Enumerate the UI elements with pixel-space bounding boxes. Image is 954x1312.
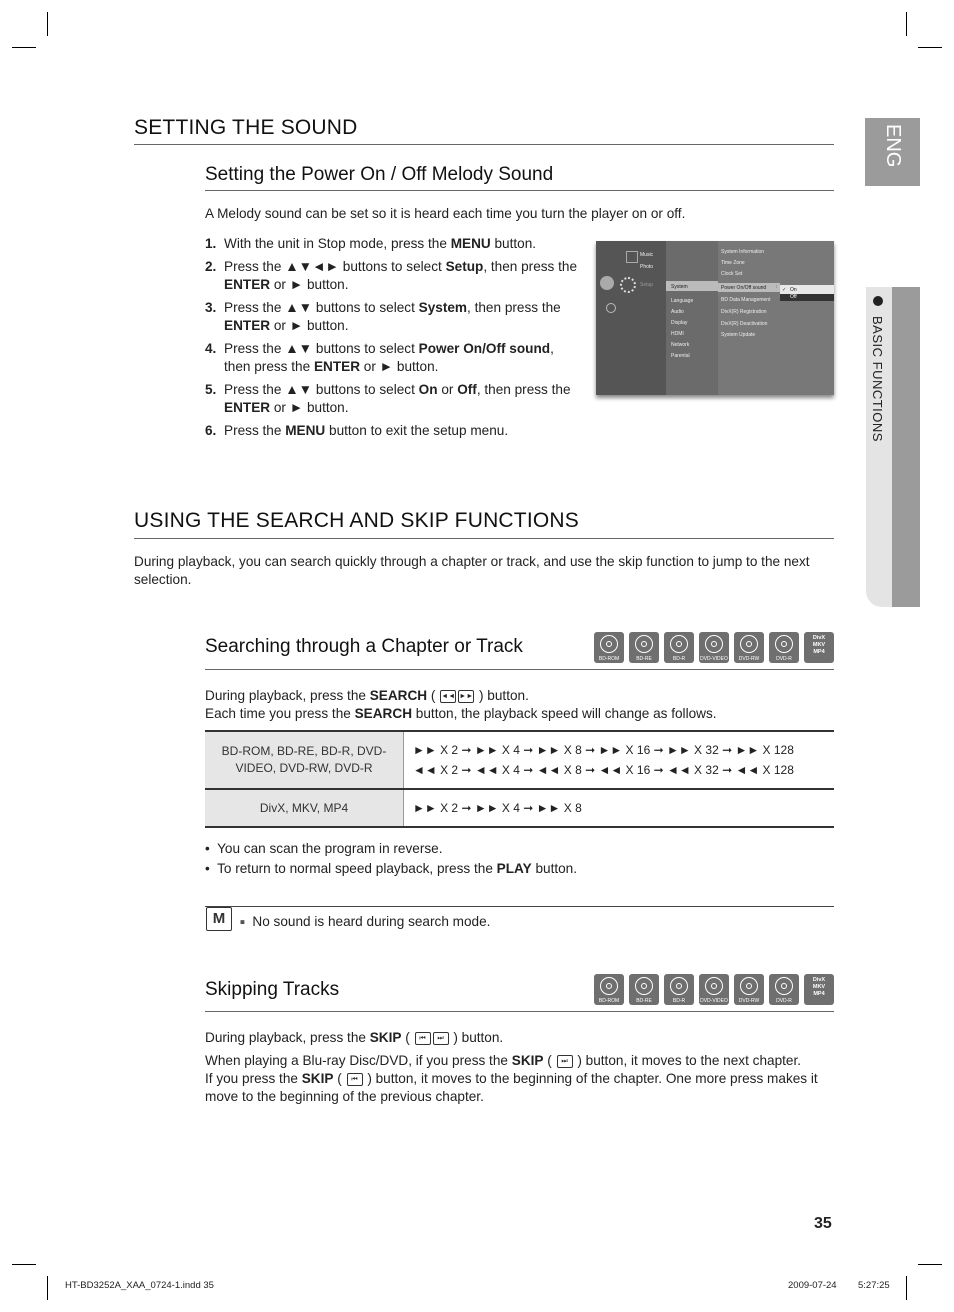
section-tab-bar [892,287,920,607]
bullet-text: To return to normal speed playback, press the PLAY button. [217,861,578,876]
square-bullet-icon: ■ [240,917,245,927]
speeds-cell [404,731,835,789]
disc-type-label: DVD-R [776,998,792,1004]
menu-item-music: Music [640,252,654,258]
on-off-popup [780,285,834,301]
menu-item: System Information [721,249,765,255]
crop-mark [12,47,36,48]
disc-type-icon [769,632,799,663]
crop-mark [918,47,942,48]
disc-ring-icon [600,977,618,995]
settings-icon [606,303,616,313]
speeds-cell [404,789,835,827]
step-text: With the unit in Stop mode, press the MENU button. [224,236,537,251]
section-title-search-skip: USING THE SEARCH AND SKIP FUNCTIONS [134,509,579,532]
disc-type-label: DVD-VIDEO [700,998,728,1004]
text: During playback, press the [205,1030,370,1045]
disc-type-label: DVD-RW [738,998,760,1004]
disc-type-label: BD-ROM [598,998,620,1004]
skip-forward-icon: ⏭ [433,1032,449,1045]
step-item [205,258,580,295]
disc-type-icon [699,974,729,1005]
check-icon: ✓ [782,287,787,293]
step-number: 1. [205,236,217,251]
divx-mkv-mp4-icon [804,632,834,663]
disc-type-icon [734,974,764,1005]
disc-type-icon [594,632,624,663]
menu-item: Language [671,298,694,304]
language-tab [865,118,920,186]
steps-list [205,235,580,444]
divider [205,1011,834,1012]
table-row [205,789,834,827]
menu-item: DivX(R) Deactivation [721,321,768,327]
disc-type-label: BD-R [672,998,686,1004]
search-line-1: During playback, press the SEARCH ( ◄◄ ►► ) button. [205,688,529,703]
option-off: Off [790,294,797,300]
step-number: 6. [205,422,217,438]
menu-column-main [596,241,666,395]
text: Each time you press the [205,706,355,721]
crop-mark [918,1264,942,1265]
text-bold: SEARCH [354,706,413,721]
disc-type-label: DVD-R [776,656,792,662]
disc-type-icon [699,632,729,663]
option-on: On [790,287,797,293]
crop-mark [906,12,907,36]
gear-icon [620,277,636,293]
disc-type-label: BD-ROM [598,656,620,662]
menu-item: Audio [671,309,684,315]
setup-menu-screenshot [596,241,834,395]
skip-back-icon: ⏮ [415,1032,431,1045]
media-text: BD-ROM, BD-RE, BD-R, DVD-VIDEO, DVD-RW, DVD-R [221,744,387,775]
bullet-item: • You can scan the program in reverse. [205,841,443,856]
disc-ring-icon [635,635,653,653]
disc-ring-icon [670,977,688,995]
disc-ring-icon [775,635,793,653]
text-bold: SKIP [369,1030,402,1045]
divider [205,669,834,670]
subsection-title-melody: Setting the Power On / Off Melody Sound [205,164,554,185]
disc-ring-icon [740,977,758,995]
step-text: Press the ▲▼◄► buttons to select Setup, then press the ENTER or ► button. [224,258,578,292]
step-item [205,340,580,377]
crop-mark [47,12,48,36]
menu-item: System [671,284,688,290]
disc-type-label: BD-RE [636,656,652,662]
note-divider [205,906,834,907]
menu-item: Time Zone [721,260,745,266]
bullet-dot-icon [873,296,883,306]
disc-type-label: BD-R [672,656,686,662]
step-text: Press the ▲▼ buttons to select System, then press the ENTER or ► button. [224,299,561,333]
text: button. [483,688,529,703]
note-text: No sound is heard during search mode. [252,914,491,929]
divider [134,538,834,539]
step-text: Press the ▲▼ buttons to select Power On/Off sound, then press the ENTER or ► button. [224,340,554,374]
section-tab-label: BASIC FUNCTIONS [870,316,885,442]
footer-time: 5:27:25 [858,1280,890,1291]
search-speed-table [205,730,834,828]
menu-item-setup: Setup [640,282,654,288]
search-skip-intro: During playback, you can search quickly through a chapter or track, and use the skip function to jump to the next selection. [134,554,810,587]
disc-ring-icon [705,977,723,995]
menu-item: HDMI [671,331,684,337]
disc-type-label: DVD-RW [738,656,760,662]
disc-ring-icon [705,635,723,653]
disc-type-label: BD-RE [636,998,652,1004]
bullet-item: • To return to normal speed playback, press the PLAY button. [205,861,578,876]
step-text: Press the ▲▼ buttons to select On or Off, then press the ENTER or ► button. [224,381,571,415]
disc-type-icon [664,632,694,663]
forward-speeds: ►► X 2 ➞ ►► X 4 ➞ ►► X 8 [413,801,582,815]
disc-ring-icon [775,977,793,995]
note [240,913,490,931]
subsection-title-skip: Skipping Tracks [205,979,340,1000]
menu-column-setup [666,241,718,395]
step-item [205,422,580,441]
disc-ring-icon [740,635,758,653]
bullet-text: You can scan the program in reverse. [217,841,443,856]
disc-ring-icon [670,635,688,653]
disc-ring-icon [600,635,618,653]
step-number: 3. [205,299,217,315]
menu-item: Parental [671,353,690,359]
step-item [205,299,580,336]
step-item [205,235,580,254]
menu-item: Display [671,320,688,326]
fast-forward-icon: ►► [458,690,474,703]
disc-ring-icon [635,977,653,995]
media-cell [205,731,404,789]
divx-label: DivX MKV MP4 [812,977,826,997]
reverse-speeds: ◄◄ X 2 ➞ ◄◄ X 4 ➞ ◄◄ X 8 ➞ ◄◄ X 16 ➞ ◄◄ X 32 ➞ ◄◄ X 128 [413,763,794,777]
melody-intro: A Melody sound can be set so it is heard each time you turn the player on or off. [205,206,686,221]
forward-speeds: ►► X 2 ➞ ►► X 4 ➞ ►► X 8 ➞ ►► X 16 ➞ ►► X 32 ➞ ►► X 128 [413,743,794,757]
disc-type-icon [769,974,799,1005]
divx-mkv-mp4-icon [804,974,834,1005]
text: During playback, press the [205,688,370,703]
menu-column-system [718,241,834,395]
disc-type-icon [664,974,694,1005]
rewind-icon: ◄◄ [440,690,456,703]
skip-line-1: During playback, press the SKIP ( ⏮ ⏭ ) button. [205,1030,504,1045]
disc-type-icon [594,974,624,1005]
option-off-highlight [780,294,834,301]
search-line-2 [205,705,717,723]
footer-date: 2009-07-24 [788,1280,837,1291]
text: button. [457,1030,504,1045]
language-tab-label: ENG [882,124,904,168]
divx-label: DivX MKV MP4 [812,635,826,655]
footer-file: HT-BD3252A_XAA_0724-1.indd 35 [65,1280,214,1291]
disc-type-icon [734,632,764,663]
skip-line-3: If you press the SKIP ( ⏮ ) button, it moves to the beginning of the chapter. One more press makes it move to the beginning of the previous chapter. [205,1071,818,1104]
step-number: 2. [205,258,217,274]
disc-type-icon [629,632,659,663]
menu-item: Clock Set [721,271,743,277]
subsection-title-search: Searching through a Chapter or Track [205,636,523,657]
step-number: 5. [205,381,217,397]
crop-mark [47,1276,48,1300]
disc-type-icon [629,974,659,1005]
disc-type-label: DVD-VIDEO [700,656,728,662]
menu-item: BD Data Management [721,297,771,303]
step-number: 4. [205,340,217,356]
table-row [205,731,834,789]
menu-item: System Update [721,332,756,338]
colon-label: : [776,284,778,290]
divider [205,190,834,191]
step-item [205,381,580,418]
text-bold: SEARCH [369,688,428,703]
menu-item: DivX(R) Registration [721,309,767,315]
step-text: Press the MENU button to exit the setup menu. [224,422,509,438]
section-title-sound: SETTING THE SOUND [134,116,358,139]
note-icon: M [206,907,232,931]
text: button, the playback speed will change as follows. [412,706,717,721]
disc-icon [600,276,614,290]
skip-line-2: When playing a Blu-ray Disc/DVD, if you press the SKIP ( ⏭ ) button, it moves to the next chapter. [205,1053,802,1068]
crop-mark [12,1264,36,1265]
crop-mark [906,1276,907,1300]
menu-item: Power On/Off sound [721,285,767,291]
divider [134,144,834,145]
media-cell [205,789,404,827]
menu-item: Network [671,342,690,348]
menu-item-photo: Photo [640,264,654,270]
media-text: DivX, MKV, MP4 [259,801,349,815]
page-number: 35 [814,1215,832,1232]
music-icon [626,251,638,263]
